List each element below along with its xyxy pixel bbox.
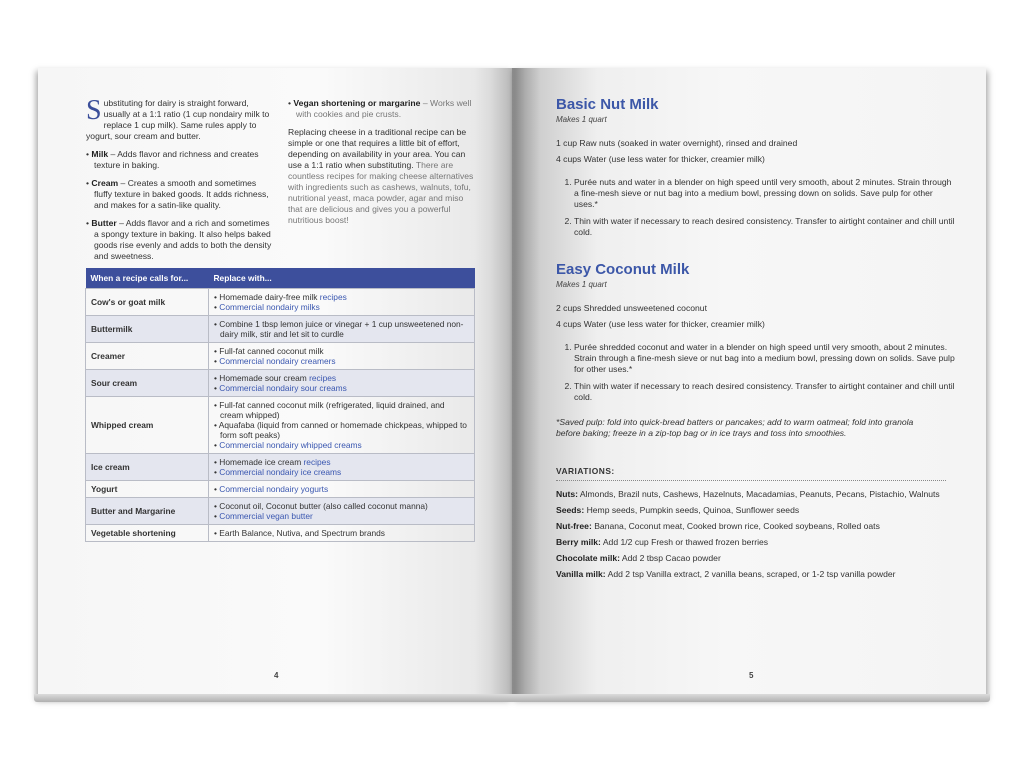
replacement-item: • Commercial nondairy yogurts [214,484,329,494]
replacement-cell [209,481,475,498]
recipe-steps [556,177,956,238]
ingredient: 2 cups Shredded unsweetened coconut [556,303,707,313]
replacement-item: • Commercial nondairy milks [214,302,320,312]
table-row [86,289,475,316]
step: 2. Thin with water if necessary to reach desired consistency. Transfer to airtight container and chill until cold. [574,216,956,238]
cheese-paragraph: Replacing cheese in a traditional recipe can be simple or one that requires a little bit of effort, depending on availability in your area. You can use a 1:1 ratio when substituting. There are countless recipes for making cheese alternatives with ingredients such as cashews, walnuts, tofu, nutritional yeast, maca powder, agar and miso that are delicious and gives you a powerful nutritious boost! [288,127,474,225]
variation-item: Nuts: Almonds, Brazil nuts, Cashews, Hazelnuts, Macadamias, Peanuts, Pecans, Pistachio, Walnuts [556,489,940,499]
table-row [86,525,475,542]
replacement-cell [209,525,475,542]
recipe-item: Cow's or goat milk [86,289,209,316]
table-row [86,343,475,370]
replacement-item: • Commercial vegan butter [214,511,313,521]
variation-item: Seeds: Hemp seeds, Pumpkin seeds, Quinoa, Sunflower seeds [556,505,800,515]
replacement-link[interactable]: Commercial nondairy creamers [219,356,336,366]
replacement-cell [209,454,475,481]
table-row [86,397,475,454]
header-calls-for: When a recipe calls for... [86,268,209,289]
replacement-item: • Homemade ice cream recipes [214,457,331,467]
variation-item: Vanilla milk: Add 2 tsp Vanilla extract, 2 vanilla beans, scraped, or 1-2 tsp vanilla powder [556,569,896,579]
replacement-link[interactable]: Commercial nondairy ice creams [219,467,342,477]
page-number-right: 5 [749,671,754,680]
recipe-item: Vegetable shortening [86,525,209,542]
replacement-item: • Commercial nondairy sour creams [214,383,347,393]
replacement-link[interactable]: Commercial nondairy sour creams [219,383,347,393]
ingredient: 4 cups Water (use less water for thicker, creamier milk) [556,154,765,164]
recipe-item: Butter and Margarine [86,498,209,525]
nut-milk-recipe [556,96,956,244]
left-page [38,68,512,698]
bullet-vegan-shortening: • Vegan shortening or margarine – Works well with cookies and pie crusts. [288,98,472,119]
variations-heading: VARIATIONS: [556,466,946,481]
replacement-link[interactable]: recipes [319,292,347,302]
replacement-cell [209,370,475,397]
recipe-steps [556,342,956,403]
replacement-item: • Coconut oil, Coconut butter (also called coconut manna) [214,501,428,511]
replacement-item: • Earth Balance, Nutiva, and Spectrum brands [214,528,385,538]
recipe-yield: Makes 1 quart [556,280,607,289]
replacement-item: • Combine 1 tbsp lemon juice or vinegar + 1 cup unsweetened non-dairy milk, stir and let sit to curdle [214,319,464,339]
replacement-text: Coconut oil, Coconut butter (also called coconut manna) [219,501,428,511]
coconut-milk-recipe [556,261,956,439]
replacement-item: • Commercial nondairy creamers [214,356,336,366]
replacement-text: Combine 1 tbsp lemon juice or vinegar + 1 cup unsweetened non-dairy milk, stir and let sit to curdle [219,319,464,339]
replacement-text: Homemade ice cream [219,457,304,467]
variation-item: Chocolate milk: Add 2 tbsp Cacao powder [556,553,721,563]
table-row [86,370,475,397]
replacement-text: Homemade dairy-free milk [219,292,320,302]
bullet-milk: • Milk – Adds flavor and richness and creates texture in baking. [86,149,259,170]
replacement-link[interactable]: recipes [309,373,337,383]
variation-item: Nut-free: Banana, Coconut meat, Cooked brown rice, Cooked soybeans, Rolled oats [556,521,880,531]
replacement-link[interactable]: Commercial nondairy yogurts [219,484,329,494]
substitution-table [85,268,475,542]
replacement-text: Aquafaba (liquid from canned or homemade chickpeas, whipped to form soft peaks) [218,420,467,440]
replacement-cell [209,289,475,316]
ingredient: 1 cup Raw nuts (soaked in water overnight), rinsed and drained [556,138,798,148]
replacement-link[interactable]: Commercial vegan butter [219,511,313,521]
recipe-item: Buttermilk [86,316,209,343]
recipe-item: Ice cream [86,454,209,481]
page-number-left: 4 [274,671,279,680]
page-stack-edge [34,694,990,702]
replacement-item: • Commercial nondairy ice creams [214,467,342,477]
recipe-title: Basic Nut Milk [556,96,659,113]
replacement-item: • Full-fat canned coconut milk (refrigerated, liquid drained, and cream whipped) [214,400,445,420]
step: 2. Thin with water if necessary to reach desired consistency. Transfer to airtight container and chill until cold. [574,381,956,403]
recipe-item: Sour cream [86,370,209,397]
right-page [512,68,986,698]
variations-section [556,466,956,580]
table-body [86,289,475,542]
recipe-item: Whipped cream [86,397,209,454]
replacement-cell [209,498,475,525]
ingredient: 4 cups Water (use less water for thicker, creamier milk) [556,319,765,329]
replacement-cell [209,397,475,454]
cheese-column [288,98,474,233]
replacement-cell [209,343,475,370]
replacement-link[interactable]: Commercial nondairy whipped creams [219,440,362,450]
bullet-cream: • Cream – Creates a smooth and sometimes fluffy texture in baked goods. It adds richness, and makes for a satin-like quality. [86,178,269,210]
replacement-text: Full-fat canned coconut milk [219,346,324,356]
bullet-butter: • Butter – Adds flavor and a rich and sometimes a spongy texture in baking. It also helps baked goods rise evenly and adds to both the density and sweetness. [86,218,272,261]
replacement-item: • Homemade sour cream recipes [214,373,337,383]
replacement-text: Earth Balance, Nutiva, and Spectrum brands [219,528,385,538]
table-row [86,481,475,498]
intro-paragraph: Substituting for dairy is straight forward, usually at a 1:1 ratio (1 cup nondairy milk to replace 1 cup milk). Same rules apply to yogurt, sour cream and butter. [86,95,270,141]
replacement-link[interactable]: Commercial nondairy milks [219,302,320,312]
replacement-item: • Commercial nondairy whipped creams [214,440,362,450]
replacement-link[interactable]: recipes [303,457,331,467]
variation-item: Berry milk: Add 1/2 cup Fresh or thawed frozen berries [556,537,769,547]
table-header [86,268,475,289]
replacement-item: • Aquafaba (liquid from canned or homemade chickpeas, whipped to form soft peaks) [214,420,467,440]
table-row [86,316,475,343]
pulp-note: *Saved pulp: fold into quick-bread batters or pancakes; add to warm oatmeal; fold into granola before baking; freeze in a zip-top bag or in ice trays and toss into smoothies. [556,417,914,438]
replacement-cell [209,316,475,343]
header-replace-with: Replace with... [209,268,475,289]
table-row [86,498,475,525]
table-row [86,454,475,481]
step: 1. Purée nuts and water in a blender on high speed until very smooth, about 2 minutes. Strain through a fine-mesh sieve or nut bag into a medium bowl, pressing down on solids. Save pulp for other uses.* [574,177,956,210]
replacement-text: Homemade sour cream [219,373,310,383]
recipe-item: Creamer [86,343,209,370]
drop-cap: S [86,95,102,126]
replacement-item: • Full-fat canned coconut milk [214,346,324,356]
replacement-text: Full-fat canned coconut milk (refrigerated, liquid drained, and cream whipped) [219,400,445,420]
step: 1. Purée shredded coconut and water in a blender on high speed until very smooth, about 2 minutes. Strain through a fine-mesh sieve or nut bag into a medium bowl, pressing down on solids. Save pulp for other uses.* [574,342,956,375]
recipe-yield: Makes 1 quart [556,115,607,124]
replacement-item: • Homemade dairy-free milk recipes [214,292,347,302]
recipe-title: Easy Coconut Milk [556,261,690,278]
recipe-item: Yogurt [86,481,209,498]
intro-column [86,95,272,269]
